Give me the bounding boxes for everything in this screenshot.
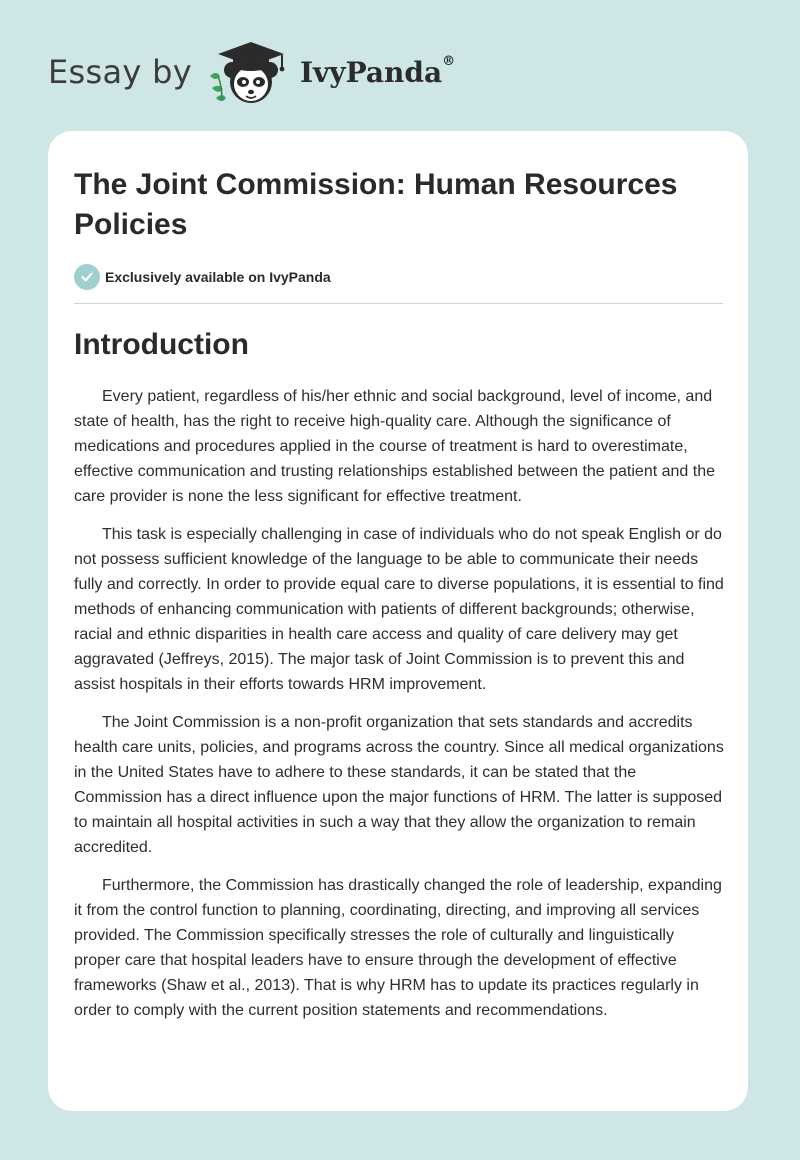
paragraph-1: Every patient, regardless of his/her ethnic and social background, level of income, and state of health, has the right to receive high-quality care. Although the significance of medications and procedures applied in the course of treatment is hard to overestimate, effective communication and trusting relationships established between the patient and the care provider is none the less significant for effective treatment. <box>74 388 715 505</box>
essay-by-label: Essay by <box>48 53 192 91</box>
paragraph-2: This task is especially challenging in case of individuals who do not speak English or do not possess sufficient knowledge of the language to be able to communicate their needs fully and correctly. In order to provide equal care to diverse populations, it is essential to find methods of enhancing communication with patients of different backgrounds; otherwise, racial and ethnic disparities in health care access and quality of care delivery may get aggravated (Jeffreys, 2015). The major task of Joint Commission is to prevent this and assist hospitals in their efforts towards HRM improvement. <box>74 526 724 693</box>
panda-logo-icon[interactable] <box>206 36 298 108</box>
article-body <box>74 384 724 1036</box>
divider <box>74 303 723 304</box>
paragraph-4: Furthermore, the Commission has drastically changed the role of leadership, expanding it from the control function to planning, coordinating, directing, and improving all services provided. The Commission specifically stresses the role of culturally and linguistically proper care that hospital leaders have to ensure through the development of effective frameworks (Shaw et al., 2013). That is why HRM has to update its practices regularly in order to comply with the current position statements and recommendations. <box>74 877 722 1019</box>
brand-name[interactable]: IvyPanda® <box>299 53 456 89</box>
section-heading-introduction: Introduction <box>74 328 249 361</box>
paragraph-3: The Joint Commission is a non-profit organization that sets standards and accredits health care units, policies, and programs across the country. Since all medical organizations in the United States have to adhere to these standards, it can be stated that the Commission has a direct influence upon the major functions of HRM. The latter is supposed to maintain all hospital activities in such a way that they allow the organization to remain accredited. <box>74 714 724 856</box>
article-card <box>48 131 748 1111</box>
exclusive-badge <box>74 264 331 290</box>
check-icon <box>74 264 100 290</box>
site-header <box>48 36 455 108</box>
registered-mark: ® <box>442 53 456 69</box>
exclusive-badge-text: Exclusively available on IvyPanda <box>105 269 331 285</box>
article-title: The Joint Commission: Human Resources Policies <box>74 168 678 241</box>
